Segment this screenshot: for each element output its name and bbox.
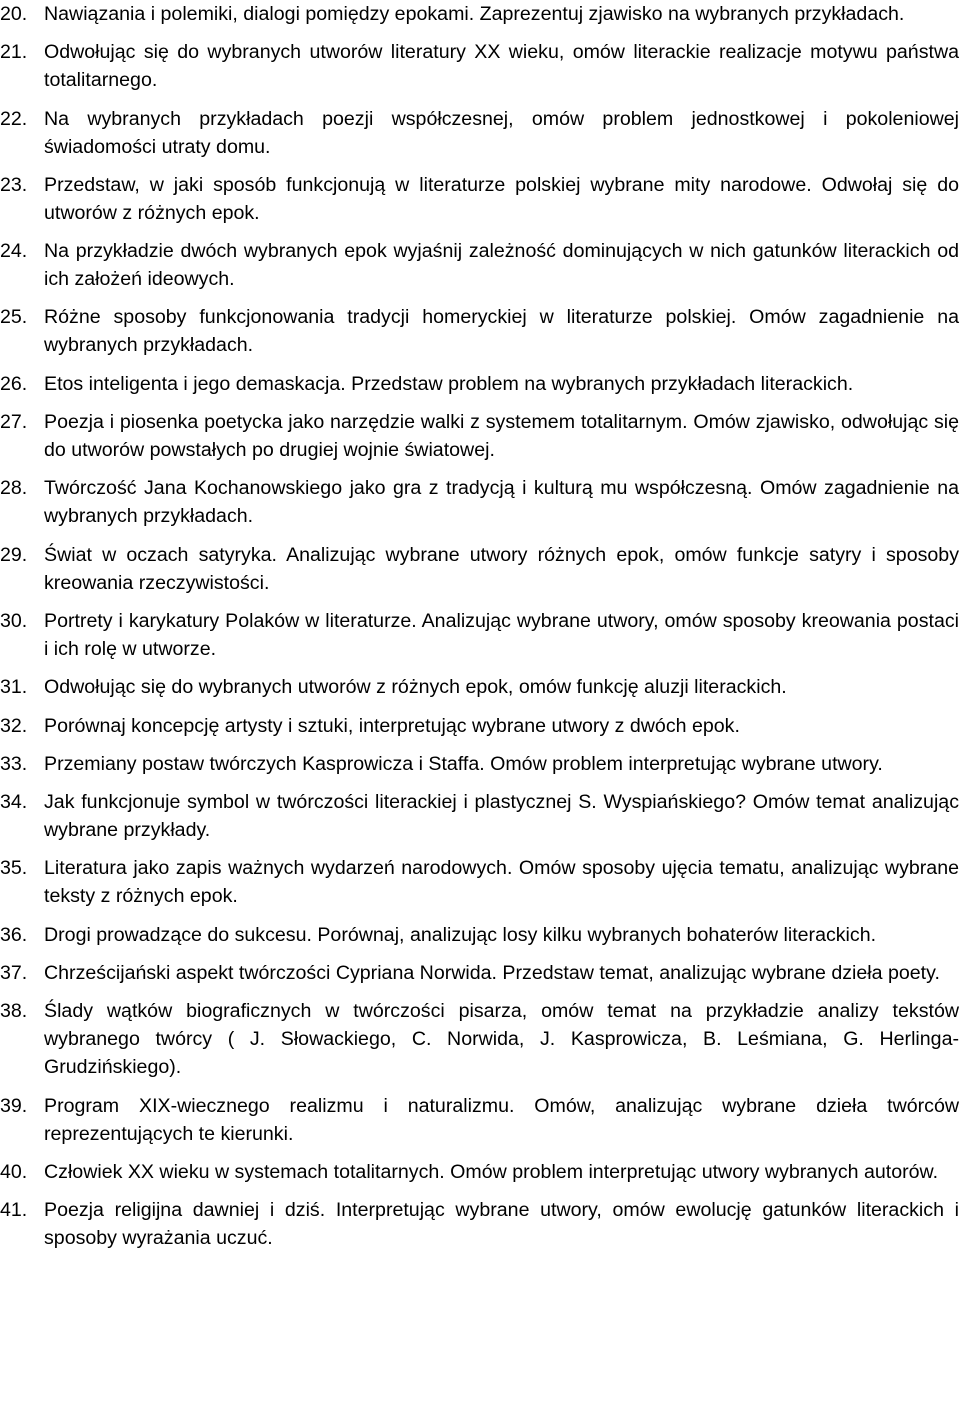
- topic-number: 35.: [0, 857, 28, 880]
- topic-number: 40.: [0, 1160, 28, 1183]
- topic-text: Na przykładzie dwóch wybranych epok wyjaśnij zależność dominujących w nich gatunków literackich od ich założeń ideowych.: [44, 240, 959, 291]
- topic-number: 21.: [0, 41, 28, 64]
- topic-number: 34.: [0, 791, 28, 814]
- topic-text: Na wybranych przykładach poezji współczesnej, omów problem jednostkowej i pokoleniowej świadomości utraty domu.: [44, 107, 959, 158]
- topic-text: Poezja religijna dawniej i dziś. Interpretując wybrane utwory, omów ewolucję gatunków literackich i sposoby wyrażania uczuć.: [44, 1199, 959, 1250]
- topic-item: [0, 1158, 959, 1186]
- topic-item: [0, 1196, 959, 1252]
- topic-text: Przedstaw, w jaki sposób funkcjonują w literaturze polskiej wybrane mity narodowe. Odwołaj się do utworów z różnych epok.: [44, 173, 959, 224]
- topic-number: 28.: [0, 477, 28, 500]
- topic-number: 20.: [0, 3, 28, 25]
- topic-number: 38.: [0, 1000, 28, 1023]
- topic-number: 31.: [0, 676, 28, 699]
- topic-text: Odwołując się do wybranych utworów literatury XX wieku, omów literackie realizacje motywu państwa totalitarnego.: [44, 41, 959, 92]
- topic-text: Świat w oczach satyryka. Analizując wybrane utwory różnych epok, omów funkcje satyry i sposoby kreowania rzeczywistości.: [44, 543, 959, 594]
- topic-number: 26.: [0, 372, 28, 395]
- topic-item: [0, 105, 959, 161]
- topic-text: Odwołując się do wybranych utworów z różnych epok, omów funkcję aluzji literackich.: [44, 676, 787, 699]
- topic-number: 30.: [0, 609, 28, 632]
- topic-text: Człowiek XX wieku w systemach totalitarnych. Omów problem interpretując utwory wybranych autorów.: [44, 1160, 939, 1183]
- topic-item: [0, 237, 959, 293]
- topic-item: [0, 607, 959, 663]
- topic-text: Porównaj koncepcję artysty i sztuki, interpretując wybrane utwory z dwóch epok.: [44, 714, 740, 737]
- topic-number: 41.: [0, 1199, 28, 1222]
- topic-text: Ślady wątków biograficznych w twórczości pisarza, omów temat na przykładzie analizy tekstów wybranego twórcy ( J. Słowackiego, C. Norwida, J. Kasprowicza, B. Leśmiana, G. Herlinga-Grudzińskiego).: [44, 1000, 959, 1079]
- topic-number: 22.: [0, 107, 28, 130]
- topic-number: 24.: [0, 240, 28, 263]
- topic-number: 33.: [0, 752, 28, 775]
- topic-text: Twórczość Jana Kochanowskiego jako gra z tradycją i kulturą mu współczesną. Omów zagadnienie na wybranych przykładach.: [44, 477, 959, 528]
- topic-text: Program XIX-wiecznego realizmu i naturalizmu. Omów, analizując wybrane dzieła twórców reprezentujących te kierunki.: [44, 1094, 959, 1145]
- topic-text: Chrześcijański aspekt twórczości Cypriana Norwida. Przedstaw temat, analizując wybrane dzieła poety.: [44, 962, 940, 985]
- topic-item: [0, 408, 959, 464]
- topic-number: 37.: [0, 962, 28, 985]
- topic-item: [0, 1092, 959, 1148]
- topic-number: 29.: [0, 543, 28, 566]
- topic-item: [0, 171, 959, 227]
- topic-item: [0, 370, 959, 398]
- topic-text: Nawiązania i polemiki, dialogi pomiędzy epokami. Zaprezentuj zjawisko na wybranych przykładach.: [44, 3, 905, 25]
- topic-text: Poezja i piosenka poetycka jako narzędzie walki z systemem totalitarnym. Omów zjawisko, odwołując się do utworów powstałych po drugiej wojnie światowej.: [44, 411, 959, 462]
- topic-item: [0, 474, 959, 530]
- topic-text: Przemiany postaw twórczych Kasprowicza i Staffa. Omów problem interpretując wybrane utwory.: [44, 752, 883, 775]
- topic-number: 39.: [0, 1094, 28, 1117]
- topic-text: Etos inteligenta i jego demaskacja. Przedstaw problem na wybranych przykładach literackich.: [44, 372, 854, 395]
- topic-item: [0, 921, 959, 949]
- topic-item: [0, 303, 959, 359]
- topic-number: 25.: [0, 306, 28, 329]
- topic-number: 32.: [0, 714, 28, 737]
- topic-item: [0, 959, 959, 987]
- topic-text: Portrety i karykatury Polaków w literaturze. Analizując wybrane utwory, omów sposoby kreowania postaci i ich rolę w utworze.: [44, 609, 959, 660]
- topic-number: 23.: [0, 173, 28, 196]
- topic-number: 36.: [0, 923, 28, 946]
- topic-item: [0, 38, 959, 94]
- topic-item: [0, 750, 959, 778]
- topic-item: [0, 673, 959, 701]
- topic-item: [0, 541, 959, 597]
- topic-text: Drogi prowadzące do sukcesu. Porównaj, analizując losy kilku wybranych bohaterów literackich.: [44, 923, 877, 946]
- topic-number: 27.: [0, 411, 28, 434]
- topic-text: Różne sposoby funkcjonowania tradycji homeryckiej w literaturze polskiej. Omów zagadnienie na wybranych przykładach.: [44, 306, 959, 357]
- topic-item: [0, 0, 959, 28]
- topic-item: [0, 854, 959, 910]
- topic-text: Literatura jako zapis ważnych wydarzeń narodowych. Omów sposoby ujęcia tematu, analizując wybrane teksty z różnych epok.: [44, 857, 959, 908]
- topic-text: Jak funkcjonuje symbol w twórczości literackiej i plastycznej S. Wyspiańskiego? Omów temat analizując wybrane przykłady.: [44, 791, 959, 842]
- topic-item: [0, 997, 959, 1081]
- topic-item: [0, 712, 959, 740]
- topic-item: [0, 788, 959, 844]
